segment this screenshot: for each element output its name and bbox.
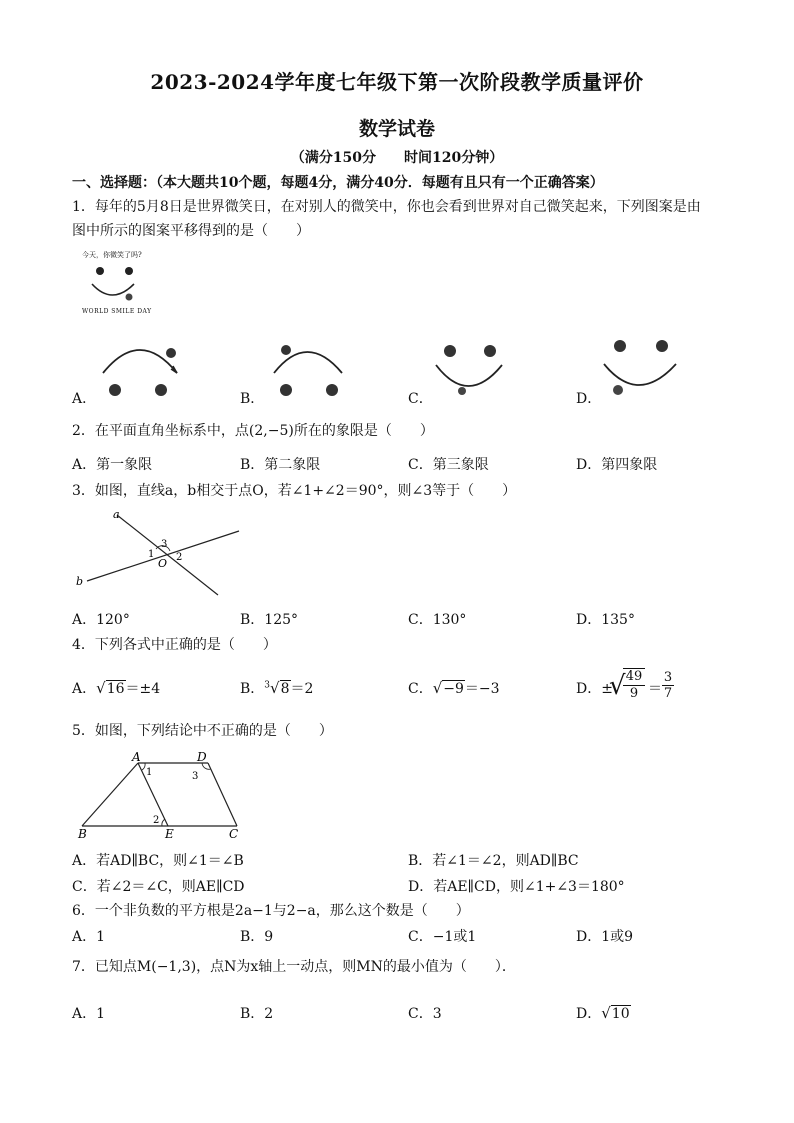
question-3-option-d[interactable]: D．135° xyxy=(576,612,635,628)
segment-ab xyxy=(82,763,138,826)
label-b: b xyxy=(76,575,84,588)
question-1-option-d[interactable]: D． xyxy=(576,391,602,407)
question-6-option-a[interactable]: A．1 xyxy=(72,929,106,945)
question-6-option-d[interactable]: D．1或9 xyxy=(576,929,634,945)
option-c-smiley-icon xyxy=(430,335,520,405)
figure-caption: 今天，你微笑了吗? xyxy=(82,251,142,259)
option-b-smiley-icon xyxy=(262,335,352,405)
label-point-e: E xyxy=(165,827,174,841)
option-a-smiley-icon xyxy=(95,335,185,405)
question-7-option-d[interactable]: D．√10 xyxy=(576,1004,630,1022)
question-6-option-c[interactable]: C．−1或1 xyxy=(408,929,477,945)
question-5-trapezoid-figure xyxy=(72,748,252,843)
question-1-stem-line1: 1．每年的5月8日是世界微笑日，在对别人的微笑中，你也会看到世界对自己微笑起来，下列图案是由 xyxy=(72,199,701,215)
question-5-option-b[interactable]: B．若∠1＝∠2，则AD∥BC xyxy=(408,853,579,869)
question-5-option-a[interactable]: A．若AD∥BC，则∠1＝∠B xyxy=(72,853,244,869)
question-2-option-c[interactable]: C．第三象限 xyxy=(408,457,489,473)
question-3-option-a[interactable]: A．120° xyxy=(72,612,130,628)
question-6-option-b[interactable]: B．9 xyxy=(240,929,274,945)
label-a: a xyxy=(113,508,120,521)
question-1-reference-figure xyxy=(82,250,162,320)
question-3-stem: 3．如图，直线a，b相交于点O，若∠1+∠2＝90°，则∠3等于（ ） xyxy=(72,483,517,499)
exam-subject: 数学试卷 xyxy=(358,118,435,140)
label-point-b: B xyxy=(78,827,87,841)
section-heading: 一、选择题：（本大题共10个题，每题4分，满分40分．每题有且只有一个正确答案） xyxy=(72,175,604,191)
label-point-a: A xyxy=(132,750,141,764)
exam-title: 2023-2024学年度七年级下第一次阶段教学质量评价 xyxy=(150,70,644,94)
question-4-option-b[interactable]: B．$^3$√8＝2 xyxy=(240,679,314,697)
question-2-option-b[interactable]: B．第二象限 xyxy=(240,457,321,473)
question-7-option-b[interactable]: B．2 xyxy=(240,1006,274,1022)
exam-info: （满分150分 时间120分钟） xyxy=(290,150,504,166)
label-angle-1: 1 xyxy=(148,549,155,560)
question-3-option-c[interactable]: C．130° xyxy=(408,612,467,628)
question-5-option-c[interactable]: C．若∠2＝∠C，则AE∥CD xyxy=(72,879,245,895)
question-4-stem: 4．下列各式中正确的是（ ） xyxy=(72,637,277,653)
question-1-option-c[interactable]: C． xyxy=(408,391,433,407)
question-2-option-d[interactable]: D．第四象限 xyxy=(576,457,658,473)
label-angle-2: 2 xyxy=(176,552,183,563)
label-angle-1: 1 xyxy=(146,767,153,778)
label-angle-3: 3 xyxy=(161,539,168,550)
question-4-option-a[interactable]: A．√16＝±4 xyxy=(72,679,161,697)
segment-dc xyxy=(208,763,237,826)
question-7-stem: 7．已知点M(−1,3)，点N为x轴上一动点，则MN的最小值为（ ）． xyxy=(72,959,516,975)
question-7-option-a[interactable]: A．1 xyxy=(72,1006,106,1022)
question-3-option-b[interactable]: B．125° xyxy=(240,612,299,628)
label-angle-3: 3 xyxy=(192,771,199,782)
question-6-stem: 6．一个非负数的平方根是2a−1与2−a，那么这个数是（ ） xyxy=(72,903,470,919)
question-1-option-b[interactable]: B． xyxy=(240,391,265,407)
question-2-stem: 2．在平面直角坐标系中，点(2,−5)所在的象限是（ ） xyxy=(72,423,434,439)
figure-footer: WORLD SMILE DAY xyxy=(82,308,152,315)
question-5-option-d[interactable]: D．若AE∥CD，则∠1+∠3＝180° xyxy=(408,879,625,895)
question-4-option-c[interactable]: C．√−9＝−3 xyxy=(408,679,500,697)
label-o: O xyxy=(158,557,168,570)
question-7-option-c[interactable]: C．3 xyxy=(408,1006,442,1022)
label-point-c: C xyxy=(229,827,239,841)
question-2-option-a[interactable]: A．第一象限 xyxy=(72,457,153,473)
label-angle-2: 2 xyxy=(153,815,160,826)
label-point-d: D xyxy=(197,750,207,764)
question-3-intersecting-lines-figure xyxy=(72,505,252,600)
question-1-stem-line2: 图中所示的图案平移得到的是（ ） xyxy=(72,223,310,239)
question-5-stem: 5．如图，下列结论中不正确的是（ ） xyxy=(72,723,333,739)
option-d-smiley-icon xyxy=(598,330,688,405)
question-1-option-a[interactable]: A． xyxy=(72,391,97,407)
